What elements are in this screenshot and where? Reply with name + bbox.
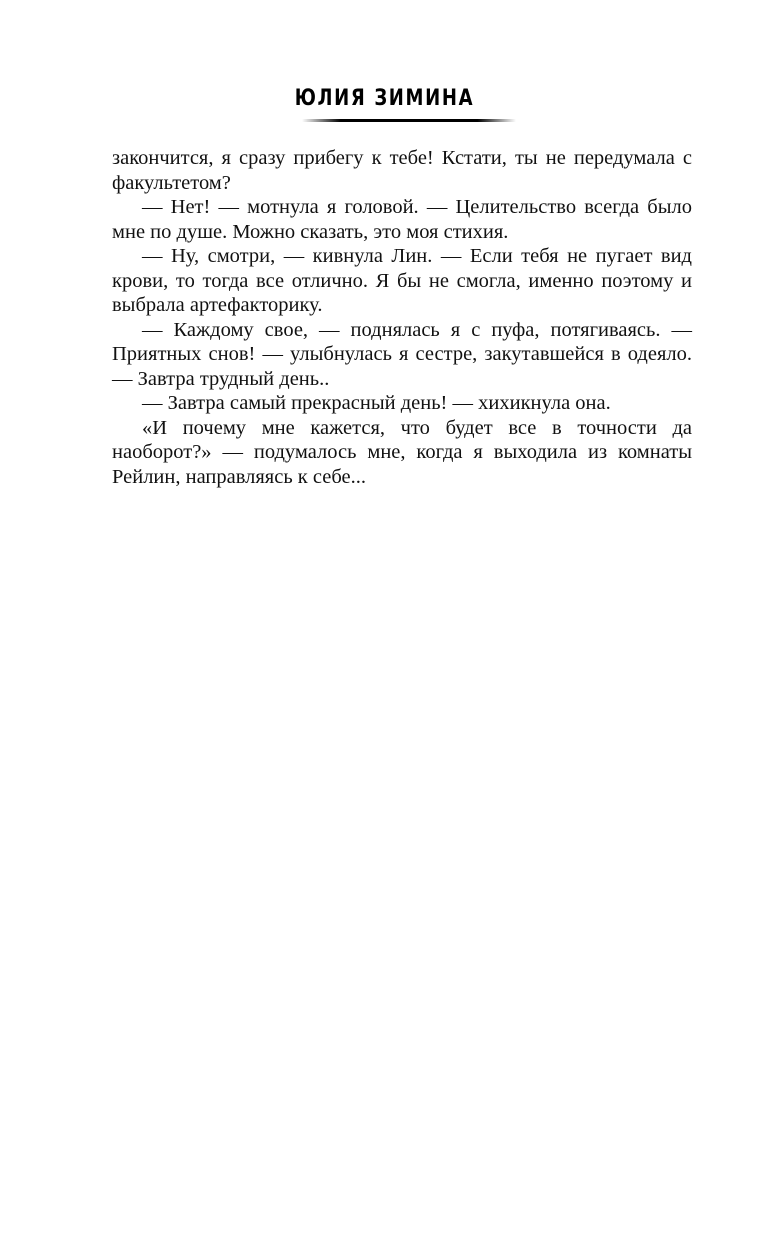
header-rule [302, 119, 516, 122]
running-head [0, 86, 768, 111]
paragraph-3: — Ну, смотри, — кивнула Лин. — Если тебя не пугает вид крови, то тогда все отлично. Я бы не смогла, именно поэтому и выбрала артефакторику. [112, 245, 692, 316]
author-name: ЮЛИЯ ЗИМИНА [294, 86, 474, 111]
paragraph-4: — Каждому свое, — поднялась я с пуфа, потягиваясь. — Приятных снов! — улыбнулась я сестре, закутавшейся в одеяло. — Завтра трудный день.. [112, 318, 692, 390]
paragraph-1: закончится, я сразу прибегу к тебе! Кстати, ты не передумала с факультетом? [112, 147, 692, 194]
page-body [112, 146, 692, 489]
paragraph-2: — Нет! — мотнула я головой. — Целительство всегда было мне по душе. Можно сказать, это моя стихия. [112, 196, 692, 243]
paragraph-5: — Завтра самый прекрасный день! — хихикнула она. [142, 392, 611, 414]
paragraph-6: «И почему мне кажется, что будет все в точности да наоборот?» — подумалось мне, когда я выходила из комнаты Рейлин, направляясь к себе... [112, 416, 692, 488]
